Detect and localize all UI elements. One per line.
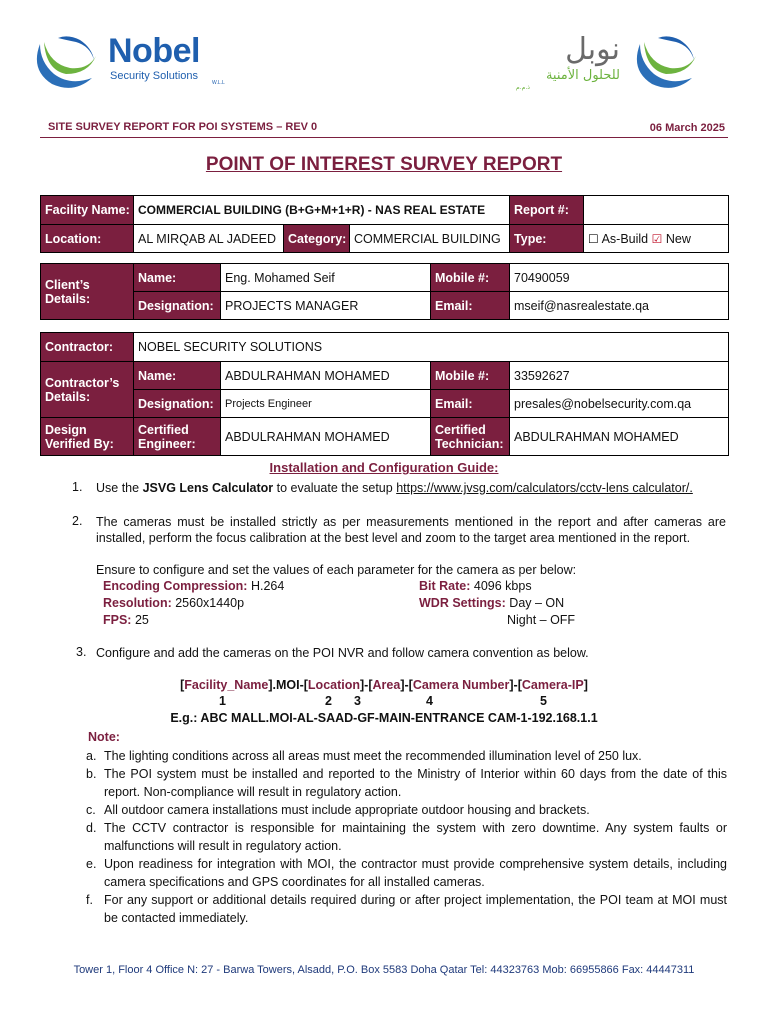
naming-example: E.g.: ABC MALL.MOI-AL-SAAD-GF-MAIN-ENTRANCE CAM-1-192.168.1.1 (170, 711, 598, 725)
company-logo-left (30, 30, 230, 92)
convention-index-4: 4 (426, 694, 433, 708)
report-number-value (584, 196, 729, 225)
wdr-label: WDR Settings: (419, 596, 506, 610)
encoding-row (103, 578, 284, 594)
note-item: b. The POI system must be installed and reported to the Ministry of Interior within 60 days from the date of this report. Non-compliance will result in regulatory action. (86, 767, 727, 799)
location-value: AL MIRQAB AL JADEED (134, 225, 284, 253)
note-item: c. All outdoor camera installations must include appropriate outdoor housing and brackets. (86, 803, 590, 817)
contractor-mobile-label: Mobile #: (431, 362, 510, 390)
contractor-designation-value: Projects Engineer (221, 390, 431, 418)
logo-tagline: Security Solutions (110, 70, 199, 82)
step-2-text: The cameras must be installed strictly as per measurements mentioned in the report and after cameras are installed, perform the focus calibration at the best level and zoom to the target area mentioned in the report. (96, 515, 726, 545)
globe-logo-icon (630, 30, 702, 92)
facility-name-value: COMMERCIAL BUILDING (B+G+M+1+R) - NAS REAL ESTATE (134, 196, 510, 225)
client-name-label: Name: (134, 264, 221, 292)
client-mobile-value: 70490059 (510, 264, 729, 292)
client-details-label: Client’s Details: (41, 264, 134, 320)
resolution-label: Resolution: (103, 596, 172, 610)
contractor-value: NOBEL SECURITY SOLUTIONS (134, 333, 729, 362)
convention-camera-number: Camera Number (412, 678, 510, 692)
certified-engineer-label: Certified Engineer: (134, 418, 221, 456)
globe-logo-icon (30, 30, 102, 92)
document-date: 06 March 2025 (649, 122, 725, 134)
certified-technician-label: Certified Technician: (431, 418, 510, 456)
company-logo-right (516, 30, 735, 92)
location-label: Location: (41, 225, 134, 253)
notes-title: Note: (88, 730, 120, 744)
type-label: Type: (510, 225, 584, 253)
step-3-text: Configure and add the cameras on the POI NVR and follow camera convention as below. (96, 646, 589, 660)
convention-index-2: 2 (325, 694, 332, 708)
client-table (40, 263, 729, 320)
type-options (584, 225, 729, 253)
contractor-email-value: presales@nobelsecurity.com.qa (510, 390, 729, 418)
encoding-label: Encoding Compression: (103, 579, 248, 593)
certified-engineer-value: ABDULRAHMAN MOHAMED (221, 418, 431, 456)
category-label: Category: (284, 225, 350, 253)
resolution-row (103, 595, 244, 611)
client-designation-label: Designation: (134, 292, 221, 320)
step-3-number: 3. (76, 645, 87, 659)
logo-name-arabic: نوبل (565, 32, 620, 67)
convention-facility-name: Facility_Name (184, 678, 269, 692)
logo-tagline-arabic: للحلول الأمنية (545, 68, 620, 83)
footer-address: Tower 1, Floor 4 Office N: 27 - Barwa Towers, Alsadd, P.O. Box 5583 Doha Qatar Tel: 44323763 Mob: 66955866 Fax: 44447311 (73, 964, 695, 976)
bitrate-label: Bit Rate: (419, 579, 471, 593)
bitrate-row (419, 578, 532, 594)
note-item: e. Upon readiness for integration with MOI, the contractor must provide comprehensive system details, including camera specifications and GPS coordinates for all installed cameras. (86, 857, 727, 889)
lens-calculator-name: JSVG Lens Calculator (142, 481, 274, 495)
wdr-night-value: Night – OFF (507, 613, 576, 627)
convention-area: Area (372, 678, 401, 692)
report-number-label: Report #: (510, 196, 584, 225)
step-1-number: 1. (72, 480, 83, 494)
fps-row (103, 612, 149, 628)
encoding-value: H.264 (250, 579, 285, 593)
resolution-value: 2560x1440p (175, 596, 245, 610)
ensure-text: Ensure to configure and set the values of each parameter for the camera as per below: (96, 563, 577, 577)
type-option-as-build: As-Build (601, 231, 649, 246)
fps-label: FPS: (103, 613, 132, 627)
header-divider (40, 137, 728, 138)
contractor-mobile-value: 33592627 (510, 362, 729, 390)
page-title: POINT OF INTEREST SURVEY REPORT (205, 154, 563, 175)
checked-box-icon: ☑ (651, 231, 663, 246)
logo-suffix-arabic: ذ.م.م (516, 84, 530, 91)
contractor-details-label: Contractor’s Details: (41, 362, 134, 418)
note-item: a. The lighting conditions across all areas must meet the recommended illumination level of 250 lux. (86, 749, 642, 763)
facility-table (40, 195, 729, 253)
client-email-value: mseif@nasrealestate.qa (510, 292, 729, 320)
type-option-new: New (665, 231, 691, 246)
logo-suffix: W.L.L (212, 80, 225, 86)
category-value: COMMERCIAL BUILDING (350, 225, 510, 253)
convention-index-3: 3 (354, 694, 361, 708)
contractor-email-label: Email: (431, 390, 510, 418)
facility-name-label: Facility Name: (41, 196, 134, 225)
contractor-label: Contractor: (41, 333, 134, 362)
step-1-text: Use the JSVG Lens Calculator to evaluate the setup https://www.jvsg.com/calculators/cctv-lens calculator/. (96, 481, 693, 495)
wdr-day-value: Day – ON (509, 596, 565, 610)
notes-list (86, 747, 727, 927)
client-designation-value: PROJECTS MANAGER (221, 292, 431, 320)
guide-title: Installation and Configuration Guide: (269, 460, 499, 475)
fps-value: 25 (134, 613, 149, 627)
certified-technician-value: ABDULRAHMAN MOHAMED (510, 418, 729, 456)
note-item: f. For any support or additional details required during or after project implementation, the POI team at MOI must be contacted immediately. (86, 893, 727, 925)
convention-camera-ip: Camera-IP (521, 678, 584, 692)
bitrate-value: 4096 kbps (473, 579, 532, 593)
contractor-table (40, 332, 729, 456)
lens-calculator-link[interactable]: https://www.jvsg.com/calculators/cctv-lens calculator/. (396, 481, 693, 495)
naming-convention: [Facility_Name].MOI-[Location]-[Area]-[Camera Number]-[Camera-IP] (180, 678, 588, 692)
wdr-row (419, 595, 564, 611)
client-name-value: Eng. Mohamed Seif (221, 264, 431, 292)
convention-index-5: 5 (540, 694, 547, 708)
contractor-name-value: ABDULRAHMAN MOHAMED (221, 362, 431, 390)
client-mobile-label: Mobile #: (431, 264, 510, 292)
contractor-name-label: Name: (134, 362, 221, 390)
step-2-number: 2. (72, 514, 83, 528)
convention-index-1: 1 (219, 694, 226, 708)
convention-location: Location (307, 678, 361, 692)
client-email-label: Email: (431, 292, 510, 320)
logo-name: Nobel (108, 32, 200, 70)
contractor-designation-label: Designation: (134, 390, 221, 418)
unchecked-box-icon: ☐ (588, 231, 599, 246)
document-reference: SITE SURVEY REPORT FOR POI SYSTEMS – REV 0 (48, 121, 318, 133)
note-item: d. The CCTV contractor is responsible for maintaining the system with zero downtime. Any system faults or malfunctions will result in regulatory action. (86, 821, 727, 853)
design-verified-label: Design Verified By: (41, 418, 134, 456)
